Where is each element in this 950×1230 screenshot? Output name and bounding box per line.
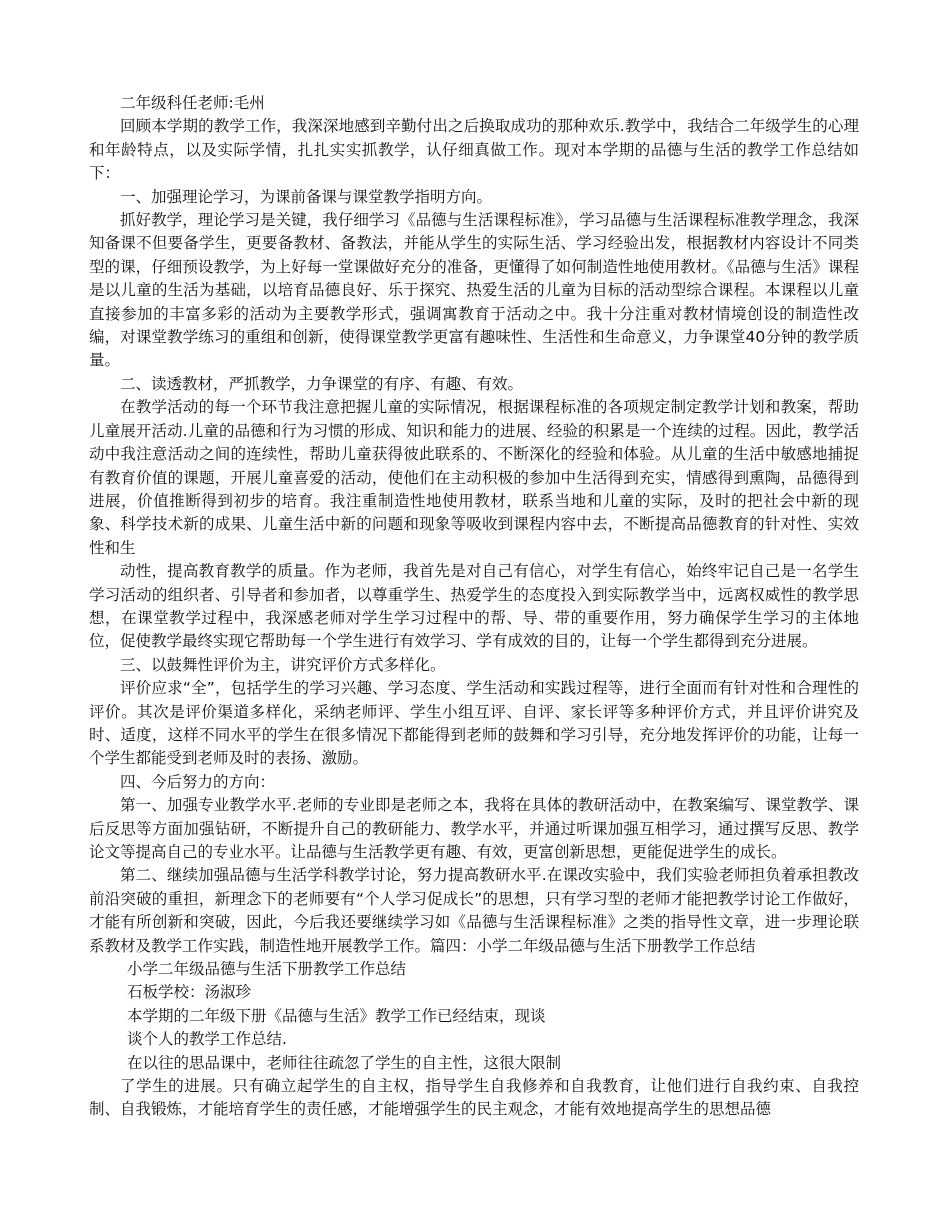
school-author: 石板学校：汤淑珍 xyxy=(127,983,252,1002)
body-paragraph: 第一、加强专业教学水平.老师的专业即是老师之本，我将在具体的教研活动中，在教案编写、课堂教学、课后反思等方面加强钻研，不断提升自己的教研能力、教学水平，并通过听课加强互相学习，通过撰写反思、教学论文等提高自己的专业水平。让品德与生活教学更有趣、有效，更富创新思想，更能促进学生的成长。 xyxy=(89,796,859,861)
section-heading-1: 一、加强理论学习，为课前备课与课堂教学指明方向。 xyxy=(120,187,493,206)
section-heading-2: 二、读透教材，严抓教学，力争课堂的有序、有趣、有效。 xyxy=(120,374,524,393)
body-line: 在以往的思品课中，老师往往疏忽了学生的自主性，这很大限制 xyxy=(127,1053,562,1072)
body-paragraph: 在教学活动的每一个环节我注意把握儿童的实际情况，根据课程标准的各项规定制定教学计划和教案，帮助儿童展开活动.儿童的品德和行为习惯的形成、知识和能力的进展、经验的积累是一个连续的过程。因此，教学活动中我注意活动之间的连续性，帮助儿童获得彼此联系的、不断深化的经验和体验。从儿童的生活中敏感地捕捉有教育价值的课题，开展儿童喜爱的活动，使他们在主动积极的参加中生活得到充实，情感得到熏陶，品德得到进展，价值推断得到初步的培育。我注重制造性地使用教材，联系当地和儿童的实际，及时的把社会中新的现象、科学技术新的成果、儿童生活中新的问题和现象等吸收到课程内容中去，不断提高品德教育的针对性、实效性和生 xyxy=(89,398,859,557)
teacher-line: 二年级科任老师:毛州 xyxy=(120,94,265,112)
body-paragraph: 评价应求“全”，包括学生的学习兴趣、学习态度、学生活动和实践过程等，进行全面而有针对性和合理性的评价。其次是评价渠道多样化，采纳老师评、学生小组互评、自评、家长评等多种评价方式，并且评价讲究及时、适度，这样不同水平的学生在很多情况下都能得到老师的鼓舞和学习引导，充分地发挥评价的功能，让每一个学生都能受到老师及时的表扬、激励。 xyxy=(89,679,859,768)
body-line: 本学期的二年级下册《品德与生活》教学工作已经结束，现谈 xyxy=(127,1006,546,1025)
body-paragraph: 动性，提高教育教学的质量。作为老师，我首先是对自己有信心，对学生有信心，始终牢记自己是一名学生学习活动的组织者、引导者和参加者，以尊重学生、热爱学生的态度投入到实际教学当中，远离权威性的教学思想，在课堂教学过程中，我深感老师对学生学习过程中的帮、导、带的重要作用，努力确保学生学习的主体地位，促使教学最终实现它帮助每一个学生进行有效学习、学有成效的目的，让每一个学生都得到充分进展。 xyxy=(89,562,859,651)
body-paragraph: 了学生的进展。只有确立起学生的自主权，指导学生自我修养和自我教育，让他们进行自我约束、自我控制、自我锻炼，才能培育学生的责任感，才能增强学生的民主观念，才能有效地提高学生的思想品德 xyxy=(89,1077,859,1119)
body-paragraph: 第二、继续加强品德与生活学科教学讨论，努力提高教研水平.在课改实验中，我们实验老师担负着承担教改前沿突破的重担，新理念下的老师要有“个人学习促成长”的思想，只有学习型的老师才能把教学讨论工作做好，才能有所创新和突破，因此，今后我还要继续学习如《品德与生活课程标准》之类的指导性文章，进一步理论联系教材及教学工作实践，制造性地开展教学工作。篇四：小学二年级品德与生活下册教学工作总结 xyxy=(89,866,859,955)
report-title: 小学二年级品德与生活下册教学工作总结 xyxy=(127,960,407,979)
intro-paragraph: 回顾本学期的教学工作，我深深地感到辛勤付出之后换取成功的那种欢乐.教学中，我结合二年级学生的心理和年龄特点，以及实际学情，扎扎实实抓教学，认仔细真做工作。现对本学期的品德与生活的教学工作总结如下： xyxy=(89,117,859,183)
document-page xyxy=(89,92,859,1122)
section-heading-4: 四、今后努力的方向： xyxy=(120,772,276,791)
body-paragraph: 抓好教学，理论学习是关键，我仔细学习《品德与生活课程标准》，学习品德与生活课程标准教学理念，我深知备课不但要备学生，更要备教材、备教法，并能从学生的实际生活、学习经验出发，根据教材内容设计不同类型的课，仔细预设教学，为上好每一堂课做好充分的准备，更懂得了如何制造性地使用教材。《品德与生活》课程是以儿童的生活为基础，以培育品德良好、乐于探究、热爱生活的儿童为目标的活动型综合课程。本课程以儿童直接参加的丰富多彩的活动为主要教学形式，强调寓教育于活动之中。我十分注重对教材情境创设的制造性改编，对课堂教学练习的重组和创新，使得课堂教学更富有趣味性、生活性和生命意义，力争课堂40分钟的教学质量。 xyxy=(89,211,859,370)
body-line: 谈个人的教学工作总结. xyxy=(127,1030,287,1049)
section-heading-3: 三、以鼓舞性评价为主，讲究评价方式多样化。 xyxy=(120,655,446,674)
